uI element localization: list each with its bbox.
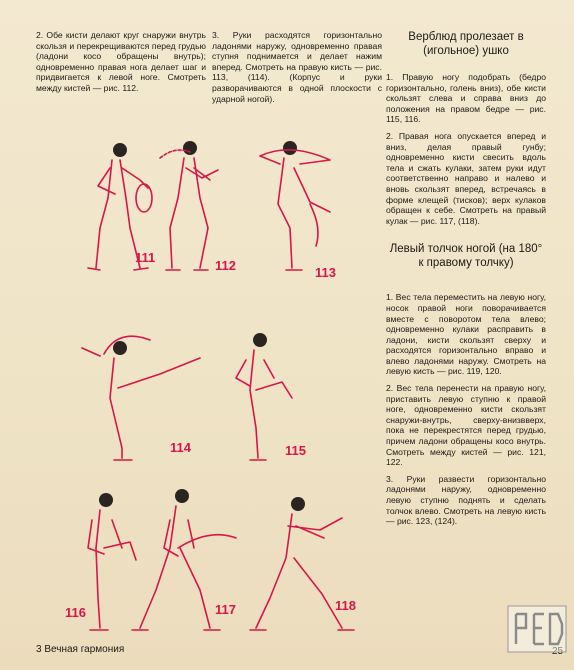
paragraph: 3. Руки развести горизонтально ладонями наружу, одновременно левую ступню поднять и сделать толчок влево. Смотреть на левую кисть — рис. 123, (124). — [386, 473, 546, 527]
figure-number: 113 — [315, 265, 336, 280]
paragraph: 2. Правая нога опускается вперед и вниз, делая правый гунбу; одновременно кисти свесить вдоль тела и сжать кулаки, затем руки идут соответственно направо и налево и вновь скользят вперед, встречаясь в форме клещей (тисков); верх кулаков обращен к себе. Смотреть на правый кулак — рис. 117, (118). — [386, 130, 546, 226]
paragraph: 3. Руки расходятся горизонтально ладонями наружу, одновременно правая ступня поднимается и делает нажим вперед. Смотреть на правую кисть — рис. 113, (114). (Корпус и руки разворачиваются в одной плоскости с ударной ногой). — [212, 30, 382, 104]
figure-113 — [260, 141, 330, 270]
figure-number: 111 — [135, 250, 156, 265]
figure-number: 117 — [215, 602, 236, 617]
section-heading: Верблюд пролезает в (игольное) ушко — [408, 31, 524, 57]
figure-112 — [160, 141, 218, 270]
paragraph: 1. Правую ногу подобрать (бедро горизонтально, голень вниз), обе кисти скользят слева и справа вниз до положения на правом бедре — рис. 115, 116. — [386, 72, 546, 125]
figure-number: 112 — [215, 258, 236, 273]
section-heading: Левый толчок ногой (на 180° к правому толчку) — [389, 243, 543, 270]
figure-number: 116 — [65, 605, 86, 620]
text-column-3 — [386, 30, 546, 533]
footer-label: 3 Вечная гармония — [36, 644, 125, 655]
figure-115 — [236, 333, 292, 460]
paragraph: 1. Вес тела переместить на левую ногу, носок правой ноги поворачивается вместе с поворотом тела влево; одновременно кулаки расправить в ладони, кисти скользят сверху и расходятся горизонтально вправо и влево ладонями наружу. Смотреть на левую кисть — рис. 119, 120. — [386, 292, 546, 377]
text-column-2 — [212, 30, 382, 110]
figure-illustrations — [60, 128, 380, 648]
figure-number: 118 — [335, 598, 356, 613]
watermark-stamp — [506, 604, 568, 654]
figure-number: 114 — [170, 440, 191, 455]
paragraph: 2. Вес тела перенести на правую ногу, приставить левую ступню к правой ноге, одновременно кисти скользят снаружи-внутрь, сверху-внизвверх, пока не перекрестятся перед грудью, причем ладони обращены косо внутрь. Смотреть между кистей — рис. 121, 122. — [386, 383, 546, 468]
figure-116 — [88, 493, 136, 630]
figure-number: 115 — [285, 443, 306, 458]
text-column-1 — [36, 30, 206, 100]
paragraph: 2. Обе кисти делают круг снаружи внутрь скользя и перекрещиваются перед грудью (ладони косо обращены внутрь); одновременно правая нога делает шаг и придвигается к левой ноге. Смотреть между кистей — рис. 112. — [36, 30, 206, 93]
